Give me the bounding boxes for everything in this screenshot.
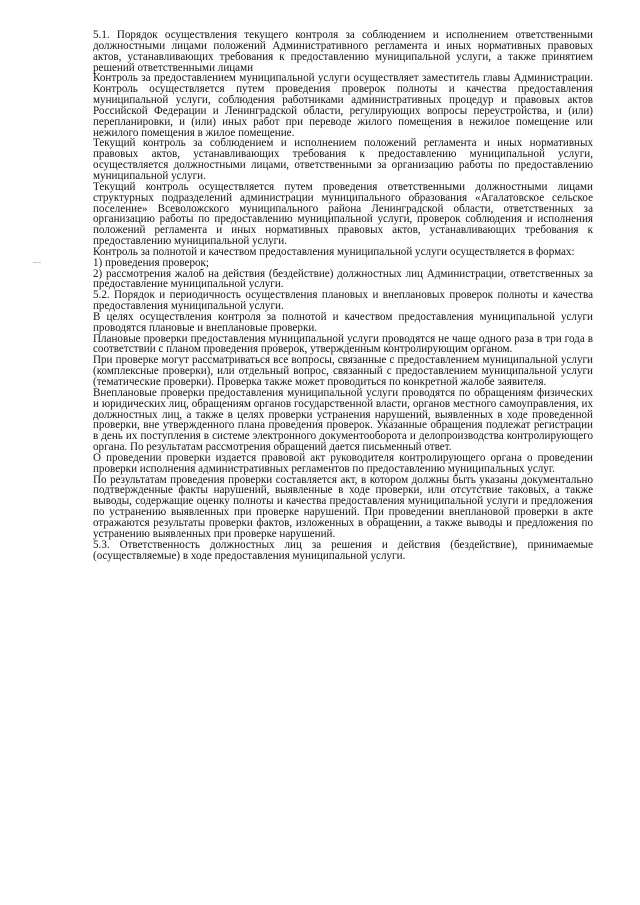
paragraph-inspection-purpose: В целях осуществления контроля за полнотой и качеством предоставления муниципальной услуги проводятся плановые и внеплановые проверки. [93, 310, 593, 334]
paragraph-inspection-act: О проведении проверки издается правовой акт руководителя контролирующего органа о проведении проверки исполнения административных регламентов по предоставлению муниципальных услуг. [93, 451, 593, 475]
list-item-complaints: 2) рассмотрения жалоб на действия (бездействие) должностных лиц Администрации, ответственных за предоставление муниципальной услуги. [93, 267, 593, 291]
margin-mark [33, 262, 41, 263]
paragraph-current-control-method: Текущий контроль осуществляется путем проведения ответственными должностными лицами структурных подразделений администрации муниципального образования «Агалатовское сельское поселение» Всеволожского муниципального района Ленинградской области, ответственных за организацию работы по предоставлению муниципальной услуги, проверок соблюдения и исполнения положений регламента и иных нормативных правовых актов, устанавливающих требования к предоставлению муниципальной услуги. [93, 180, 593, 248]
paragraph-inspection-scope: При проверке могут рассматриваться все вопросы, связанные с предоставлением муниципальной услуги (комплексные проверки), или отдельный вопрос, связанный с предоставлением муниципальной услуги (тематические проверки). Проверка также может проводиться по конкретной жалобе заявителя. [93, 354, 593, 388]
paragraph-5-3-heading: 5.3. Ответственность должностных лиц за решения и действия (бездействие), принимаемые (осуществляемые) в ходе предоставления муниципальной услуги. [93, 538, 593, 562]
paragraph-5-1-heading: 5.1. Порядок осуществления текущего контроля за соблюдением и исполнением ответственными должностными лицами положений Административного регламента и иных нормативных правовых актов, устанавливающих требования к предоставлению муниципальной услуги, а также принятием решений ответственными лицами [93, 29, 593, 74]
document-page [93, 30, 593, 561]
paragraph-control-overview: Контроль за предоставлением муниципальной услуги осуществляет заместитель главы Администрации. Контроль осуществляется путем проведения проверок полноты и качества предоставления муниципальной услуги, соблюдения работниками административных процедур и правовых актов Российской Федерации и Ленинградской области, регулирующих вопросы переустройства, и (или) перепланировки, и (или) иных работ при переводе жилого помещения в нежилое помещение или нежилого помещения в жилое помещение. [93, 72, 593, 139]
paragraph-inspection-results: По результатам проведения проверки составляется акт, в котором должны быть указаны документально подтвержденные факты нарушений, выявленные в ходе проверки, или отсутствие таковых, а также выводы, содержащие оценку полноты и качества предоставления муниципальной услуги и предложения по устранению выявленных при проверке нарушений. При проведении внеплановой проверки в акте отражаются результаты проверки фактов, изложенных в обращении, а также выводы и предложения по устранению выявленных при проверке нарушений. [93, 473, 593, 540]
paragraph-5-2-heading: 5.2. Порядок и периодичность осуществления плановых и внеплановых проверок полноты и качества предоставления муниципальной услуги. [93, 289, 593, 313]
paragraph-control-forms: Контроль за полнотой и качеством предоставления муниципальной услуги осуществляется в формах: [93, 245, 575, 258]
paragraph-planned-inspections: Плановые проверки предоставления муниципальной услуги проводятся не чаще одного раза в три года в соответствии с планом проведения проверок, утвержденным контролирующим органом. [93, 332, 593, 356]
paragraph-current-control: Текущий контроль за соблюдением и исполнением положений регламента и иных нормативных правовых актов, устанавливающих требования к предоставлению муниципальной услуги, осуществляется должностными лицами, ответственными за организацию работы по предоставлению муниципальной услуги. [93, 137, 593, 182]
paragraph-unplanned-inspections: Внеплановые проверки предоставления муниципальной услуги проводятся по обращениям физических и юридических лиц, обращениям органов государственной власти, органов местного самоуправления, их должностных лиц, а также в целях проверки устранения нарушений, выявленных в ходе проведенной проверки, вне утвержденного плана проведения проверок. Указанные обращения подлежат регистрации в день их поступления в системе электронного документооборота и делопроизводства контролирующего органа. По результатам рассмотрения обращений дается письменный ответ. [93, 386, 593, 454]
list-item-inspections: 1) проведения проверок; [93, 256, 210, 269]
